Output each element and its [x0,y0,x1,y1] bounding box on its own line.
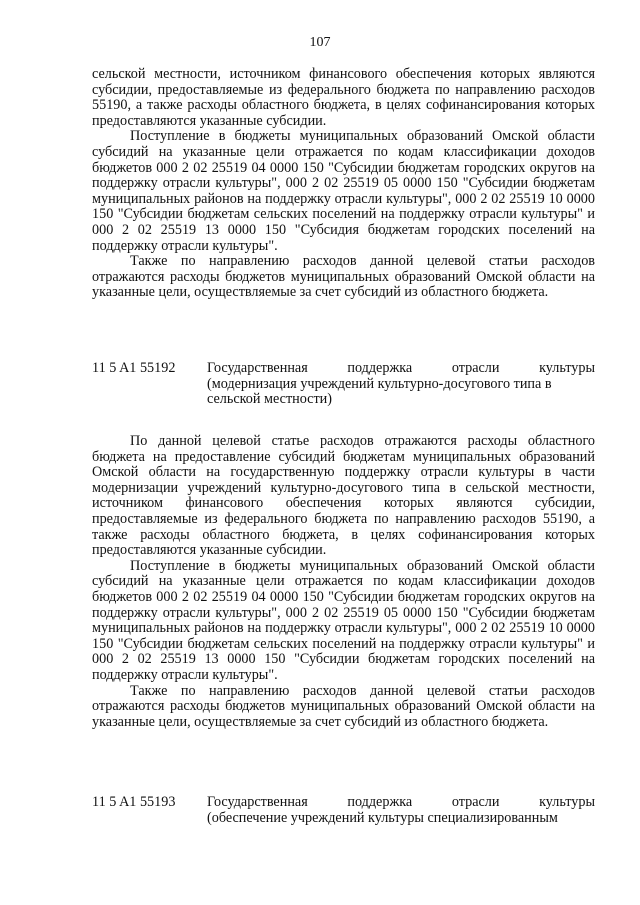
paragraph: Поступление в бюджеты муниципальных образований Омской области субсидий на указанные цели отражается по кодам классификации доходов бюджетов 000 2 02 25519 04 0000 150 "Субсидии бюджетам городских округов на поддержку отрасли культуры", 000 2 02 25519 05 0000 150 "Субсидии бюджетам муниципальных районов на поддержку отрасли культуры", 000 2 02 25519 10 0000 150 "Субсидии бюджетам сельских поселений на поддержку отрасли культуры" и 000 2 02 25519 13 0000 150 "Субсидия бюджетам городских поселений на поддержку отрасли культуры". [92,128,595,254]
paragraph: Также по направлению расходов данной целевой статьи расходов отражаются расходы бюджетов муниципальных образований Омской области на указанные цели, осуществляемые за счет субсидий из областного бюджета. [92,682,595,730]
section-title-line1: Государственная поддержка отрасли культуры [207,794,595,810]
section-title-rest: (модернизация учреждений культурно-досугового типа в сельской местности) [207,375,552,408]
section-title [207,795,595,826]
section-title-line1: Государственная поддержка отрасли культуры [207,360,595,376]
section-title [207,361,595,408]
paragraph: По данной целевой статье расходов отражаются расходы областного бюджета на предоставление субсидий бюджетам муниципальных образований Омской области на государственную поддержку отрасли культуры в части модернизации учреждений культурно-досугового типа в сельской местности, источником финансового обеспечения которых являются субсидии, предоставляемые из федерального бюджета по направлению расходов 55190, а также расходы областного бюджета, в целях софинансирования которых предоставляются указанные субсидии. [92,433,595,559]
middle-text-block [92,434,595,730]
page-number: 107 [309,35,331,50]
section-title-rest: (обеспечение учреждений культуры специализированным [207,809,558,826]
paragraph: Также по направлению расходов данной целевой статьи расходов отражаются расходы бюджетов муниципальных образований Омской области на указанные цели, осуществляемые за счет субсидий из областного бюджета. [92,253,595,301]
top-text-block [92,67,595,301]
section-code: 11 5 A1 55193 [92,794,176,810]
paragraph: сельской местности, источником финансового обеспечения которых являются субсидии, предоставляемые из федерального бюджета по направлению расходов 55190, а также расходы областного бюджета, в целях софинансирования которых предоставляются указанные субсидии. [92,66,595,129]
section-code: 11 5 A1 55192 [92,360,176,376]
paragraph: Поступление в бюджеты муниципальных образований Омской области субсидий на указанные цели отражается по кодам классификации доходов бюджетов 000 2 02 25519 04 0000 150 "Субсидии бюджетам городских округов на поддержку отрасли культуры", 000 2 02 25519 05 0000 150 "Субсидии бюджетам муниципальных районов на поддержку отрасли культуры", 000 2 02 25519 10 0000 150 "Субсидии бюджетам сельских поселений на поддержку отрасли культуры" и 000 2 02 25519 13 0000 150 "Субсидии бюджетам городских поселений на поддержку отрасли культуры". [92,557,595,683]
